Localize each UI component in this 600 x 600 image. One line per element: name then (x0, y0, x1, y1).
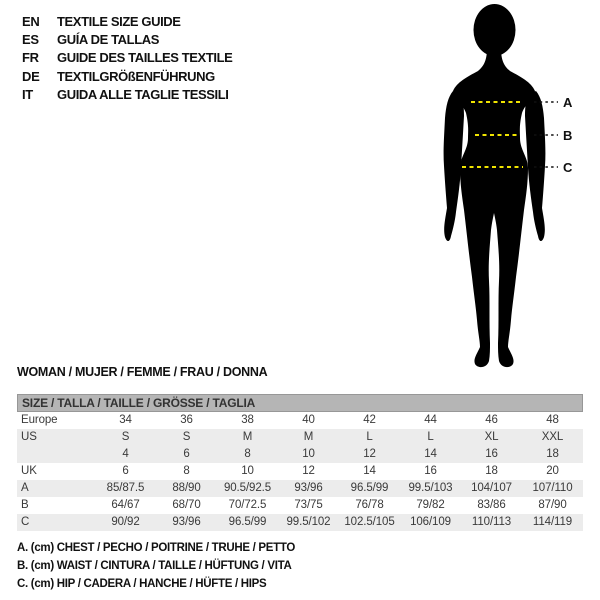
language-row (22, 86, 232, 104)
row-label: Europe (21, 414, 58, 426)
table-cell: 42 (363, 414, 376, 426)
table-cell: 99.5/103 (408, 482, 453, 494)
table-cell: 8 (244, 448, 251, 460)
table-cell: 114/119 (532, 516, 573, 528)
table-cell: 18 (485, 465, 498, 477)
table-cell: 8 (183, 465, 190, 477)
table-cell: M (242, 431, 253, 443)
table-row-us (17, 429, 583, 446)
table-cell: 16 (424, 465, 437, 477)
table-cell: 85/87.5 (106, 482, 145, 494)
table-cell: 90.5/92.5 (223, 482, 272, 494)
row-label: A (21, 482, 29, 494)
table-cell: 38 (241, 414, 254, 426)
table-cell: 93/96 (172, 516, 201, 528)
row-label: B (21, 499, 29, 511)
table-cell: S (121, 431, 130, 443)
table-cell: 73/75 (294, 499, 323, 511)
language-row (22, 67, 232, 85)
row-label: US (21, 431, 37, 443)
language-code: ES (22, 32, 39, 48)
table-cell: 16 (485, 448, 498, 460)
table-cell: 18 (546, 448, 559, 460)
table-cell: XXL (541, 431, 564, 443)
table-cell: 14 (424, 448, 437, 460)
legend-chest: A. (cm) CHEST / PECHO / POITRINE / TRUHE / PETTO (17, 542, 296, 554)
language-code: DE (22, 68, 40, 84)
language-title: GUÍA DE TALLAS (57, 32, 160, 48)
language-row (22, 49, 232, 67)
table-cell: 76/78 (355, 499, 384, 511)
measurement-figure (410, 0, 590, 372)
language-title: TEXTILGRÖßENFÜHRUNG (57, 68, 215, 84)
table-cell: 40 (302, 414, 315, 426)
measurement-legend (17, 539, 295, 593)
legend-hip: C. (cm) HIP / CADERA / HANCHE / HÜFTE / HIPS (17, 578, 267, 590)
table-cell: 64/67 (111, 499, 140, 511)
table-cell: 68/70 (172, 499, 201, 511)
table-cell: 6 (122, 465, 129, 477)
table-cell: 79/82 (416, 499, 445, 511)
row-label (17, 446, 95, 463)
table-cell: 10 (302, 448, 315, 460)
language-row (22, 12, 232, 30)
table-cell: 106/109 (410, 516, 451, 528)
row-label: UK (21, 465, 37, 477)
size-table-header: SIZE / TALLA / TAILLE / GRÖSSE / TAGLIA (17, 394, 583, 412)
table-cell: 107/110 (532, 482, 573, 494)
language-title: GUIDE DES TAILLES TEXTILE (57, 50, 233, 66)
table-cell: M (303, 431, 314, 443)
table-row-uk (17, 463, 583, 480)
table-cell: 96.5/99 (350, 482, 389, 494)
language-title: TEXTILE SIZE GUIDE (57, 13, 181, 29)
language-row (22, 30, 232, 48)
marker-label-a: A (563, 95, 573, 110)
language-list (22, 12, 232, 104)
table-cell: L (427, 431, 434, 443)
language-code: IT (22, 87, 33, 103)
table-cell: 12 (363, 448, 376, 460)
table-cell: 87/90 (538, 499, 567, 511)
silhouette-left-arm (444, 91, 464, 241)
woman-silhouette-svg (410, 0, 590, 372)
table-row-waist (17, 497, 583, 514)
language-code: FR (22, 50, 39, 66)
table-heading: WOMAN / MUJER / FEMME / FRAU / DONNA (17, 365, 268, 379)
table-cell: 4 (122, 448, 129, 460)
table-cell: S (182, 431, 191, 443)
table-cell: 36 (180, 414, 193, 426)
table-cell: 12 (302, 465, 315, 477)
table-cell: 34 (119, 414, 132, 426)
table-cell: 48 (546, 414, 559, 426)
legend-waist: B. (cm) WAIST / CINTURA / TAILLE / HÜFTUNG / VITA (17, 560, 292, 572)
table-row-chest (17, 480, 583, 497)
table-cell: XL (484, 431, 499, 443)
table-cell: 44 (424, 414, 437, 426)
language-code: EN (22, 13, 40, 29)
table-cell: 110/113 (471, 516, 512, 528)
marker-label-b: B (563, 128, 573, 143)
table-cell: 93/96 (294, 482, 323, 494)
marker-label-c: C (563, 160, 573, 175)
table-row-europe (17, 412, 583, 429)
table-cell: 90/92 (111, 516, 140, 528)
silhouette-right-arm (525, 91, 545, 241)
table-cell: 96.5/99 (228, 516, 267, 528)
table-cell: 83/86 (477, 499, 506, 511)
table-cell: 46 (485, 414, 498, 426)
table-cell: 70/72.5 (228, 499, 267, 511)
size-table (17, 394, 583, 531)
language-title: GUIDA ALLE TAGLIE TESSILI (57, 87, 229, 103)
silhouette-head (474, 4, 516, 56)
table-cell: 104/107 (471, 482, 512, 494)
table-cell: 102.5/105 (344, 516, 395, 528)
row-label: C (21, 516, 30, 528)
table-row-hip (17, 514, 583, 531)
table-cell: 99.5/102 (286, 516, 331, 528)
table-cell: 20 (546, 465, 559, 477)
silhouette-body (453, 48, 535, 367)
table-cell: 6 (183, 448, 190, 460)
table-cell: 14 (363, 465, 376, 477)
table-cell: L (366, 431, 373, 443)
table-row-us-numeric (17, 446, 583, 463)
table-cell: 10 (241, 465, 254, 477)
table-cell: 88/90 (172, 482, 201, 494)
